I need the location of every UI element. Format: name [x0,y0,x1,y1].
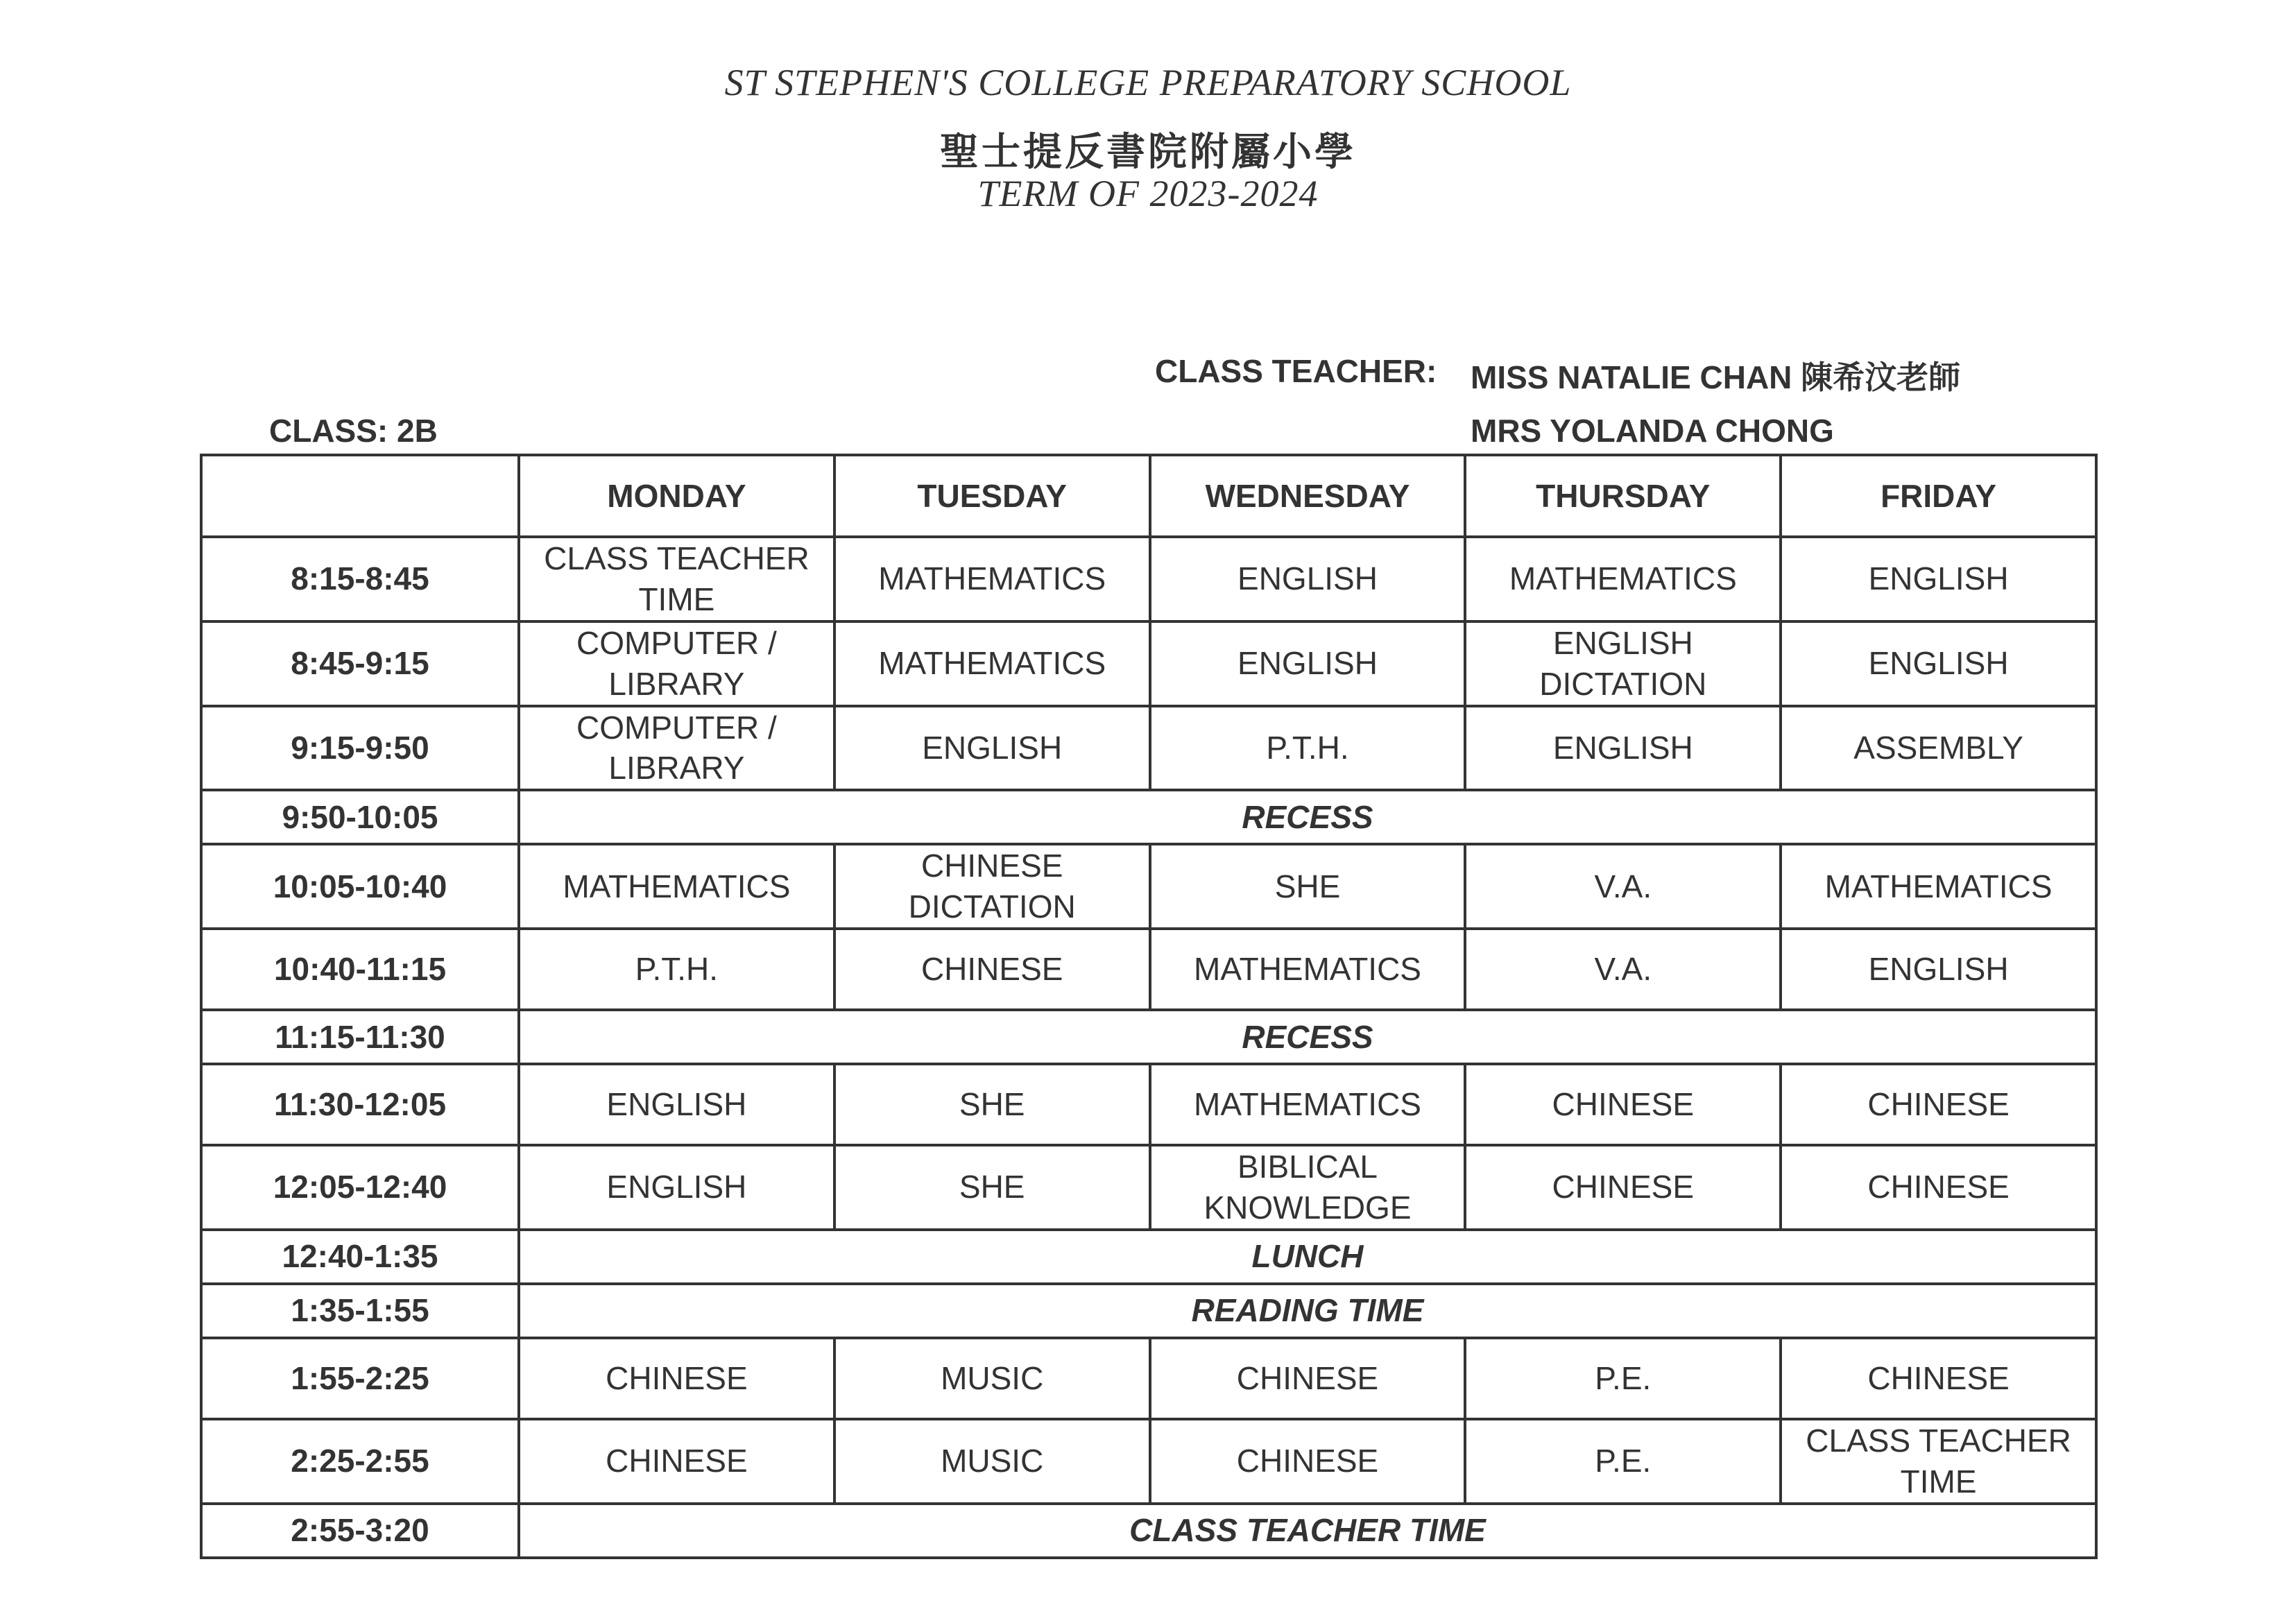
lesson-row [201,1338,2096,1419]
break-label: RECESS [519,1010,2096,1064]
day-header-monday: MONDAY [519,455,834,537]
lesson-cell-thursday: MATHEMATICS [1465,537,1781,621]
lesson-cell-wednesday: P.T.H. [1150,706,1466,791]
break-row [201,1504,2096,1558]
lesson-cell-thursday: P.E. [1465,1338,1781,1419]
lesson-cell-tuesday: ENGLISH [834,706,1150,791]
day-header-wednesday: WEDNESDAY [1150,455,1466,537]
time-slot: 1:55-2:25 [201,1338,519,1419]
lesson-cell-thursday: ENGLISH [1465,706,1781,791]
day-header-thursday: THURSDAY [1465,455,1781,537]
school-name: ST STEPHEN'S COLLEGE PREPARATORY SCHOOL [724,62,1572,103]
break-row [201,1010,2096,1064]
day-header-friday: FRIDAY [1781,455,2096,537]
timetable-body [201,537,2096,1558]
lesson-row [201,706,2096,791]
lesson-cell-thursday: ENGLISH DICTATION [1465,621,1781,706]
lesson-cell-wednesday: CHINESE [1150,1338,1466,1419]
lesson-row [201,621,2096,706]
lesson-cell-friday: CHINESE [1781,1145,2096,1230]
lesson-row [201,1064,2096,1145]
class-label: CLASS: 2B [269,413,438,449]
school-name-chinese: 聖士提反書院附屬小學 [940,131,1356,174]
lesson-cell-wednesday: ENGLISH [1150,621,1466,706]
time-slot: 1:35-1:55 [201,1284,519,1338]
lesson-cell-wednesday: MATHEMATICS [1150,929,1466,1010]
lesson-cell-wednesday: MATHEMATICS [1150,1064,1466,1145]
lesson-cell-monday: MATHEMATICS [519,844,834,929]
lesson-cell-wednesday: SHE [1150,844,1466,929]
lesson-cell-wednesday: BIBLICAL KNOWLEDGE [1150,1145,1466,1230]
timetable [200,454,2098,1559]
class-teacher-label: CLASS TEACHER: [1155,353,1437,389]
lesson-cell-monday: COMPUTER / LIBRARY [519,706,834,791]
lesson-cell-thursday: CHINESE [1465,1145,1781,1230]
lesson-cell-thursday: CHINESE [1465,1064,1781,1145]
lesson-row [201,1145,2096,1230]
time-slot: 2:25-2:55 [201,1419,519,1504]
lesson-cell-tuesday: MUSIC [834,1338,1150,1419]
lesson-cell-friday: ENGLISH [1781,929,2096,1010]
lesson-cell-tuesday: MUSIC [834,1419,1150,1504]
lesson-cell-friday: CHINESE [1781,1064,2096,1145]
lesson-cell-thursday: V.A. [1465,844,1781,929]
break-label: LUNCH [519,1230,2096,1284]
lesson-cell-tuesday: CHINESE DICTATION [834,844,1150,929]
lesson-cell-thursday: P.E. [1465,1419,1781,1504]
lesson-cell-monday: CLASS TEACHER TIME [519,537,834,621]
lesson-cell-wednesday: ENGLISH [1150,537,1466,621]
lesson-cell-thursday: V.A. [1465,929,1781,1010]
time-slot: 10:40-11:15 [201,929,519,1010]
lesson-cell-friday: ASSEMBLY [1781,706,2096,791]
day-header-tuesday: TUESDAY [834,455,1150,537]
lesson-cell-monday: CHINESE [519,1419,834,1504]
lesson-cell-tuesday: MATHEMATICS [834,537,1150,621]
time-slot: 9:15-9:50 [201,706,519,791]
lesson-cell-friday: ENGLISH [1781,537,2096,621]
time-slot: 2:55-3:20 [201,1504,519,1558]
time-slot: 11:30-12:05 [201,1064,519,1145]
break-label: RECESS [519,790,2096,844]
lesson-cell-monday: COMPUTER / LIBRARY [519,621,834,706]
class-teacher-name-2: MRS YOLANDA CHONG [1471,413,1834,449]
time-slot: 12:05-12:40 [201,1145,519,1230]
time-slot: 11:15-11:30 [201,1010,519,1064]
lesson-cell-monday: ENGLISH [519,1064,834,1145]
timetable-header-row [201,455,2096,537]
lesson-row [201,537,2096,621]
lesson-cell-friday: ENGLISH [1781,621,2096,706]
break-label: CLASS TEACHER TIME [519,1504,2096,1558]
lesson-cell-friday: CLASS TEACHER TIME [1781,1419,2096,1504]
break-row [201,790,2096,844]
lesson-cell-monday: P.T.H. [519,929,834,1010]
time-slot: 8:45-9:15 [201,621,519,706]
lesson-cell-tuesday: SHE [834,1145,1150,1230]
time-slot: 10:05-10:40 [201,844,519,929]
lesson-row [201,1419,2096,1504]
lesson-cell-friday: MATHEMATICS [1781,844,2096,929]
lesson-cell-tuesday: SHE [834,1064,1150,1145]
lesson-cell-tuesday: CHINESE [834,929,1150,1010]
lesson-cell-monday: CHINESE [519,1338,834,1419]
lesson-cell-wednesday: CHINESE [1150,1419,1466,1504]
lesson-cell-tuesday: MATHEMATICS [834,621,1150,706]
lesson-cell-friday: CHINESE [1781,1338,2096,1419]
corner-cell [201,455,519,537]
term-title: TERM OF 2023-2024 [977,173,1319,214]
lesson-row [201,929,2096,1010]
lesson-row [201,844,2096,929]
class-teacher-name-1: MISS NATALIE CHAN 陳希汶老師 [1471,359,1961,395]
break-row [201,1284,2096,1338]
lesson-cell-monday: ENGLISH [519,1145,834,1230]
break-row [201,1230,2096,1284]
time-slot: 9:50-10:05 [201,790,519,844]
break-label: READING TIME [519,1284,2096,1338]
time-slot: 8:15-8:45 [201,537,519,621]
time-slot: 12:40-1:35 [201,1230,519,1284]
